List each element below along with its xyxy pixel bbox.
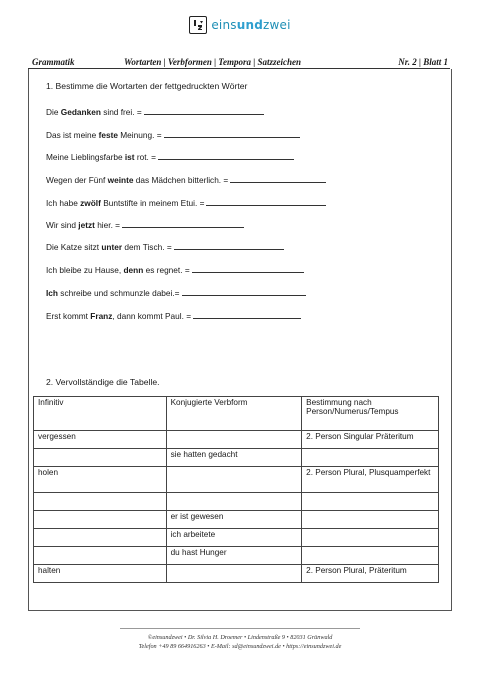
answer-blank[interactable] (193, 310, 301, 319)
exercise-line (46, 219, 244, 230)
exercise-text: das Mädchen bitterlich. = (133, 175, 229, 185)
sheet-number: Nr. 2 | Blatt 1 (398, 57, 448, 67)
target-word: unter (101, 242, 123, 252)
table-cell[interactable] (166, 565, 302, 583)
brand-suffix: zwei (263, 18, 291, 32)
table-cell[interactable] (166, 467, 302, 493)
target-word: feste (98, 130, 118, 140)
brand-logo (189, 16, 290, 34)
table-cell[interactable] (302, 511, 439, 529)
table-cell: vergessen (34, 431, 167, 449)
answer-blank[interactable] (192, 264, 304, 273)
table-cell: ich arbeitete (166, 529, 302, 547)
exercise-text: Ich bleibe zu Hause, (46, 265, 124, 275)
answer-blank[interactable] (206, 197, 326, 206)
target-word: Gedanken (60, 107, 101, 117)
exercise-text: Die (46, 107, 61, 117)
table-cell: holen (34, 467, 167, 493)
exercise-text: Meine Lieblingsfarbe (46, 152, 125, 162)
exercise-line (46, 106, 264, 117)
table-row (34, 547, 439, 565)
exercise-text: Wegen der Fünf (46, 175, 108, 185)
table-cell: sie hatten gedacht (166, 449, 302, 467)
table-cell[interactable] (302, 547, 439, 565)
table-row (34, 449, 439, 467)
exercise-text: Erst kommt (46, 311, 91, 321)
table-cell: 2. Person Singular Präteritum (302, 431, 439, 449)
target-word: Franz (90, 311, 113, 321)
target-word: denn (123, 265, 144, 275)
table-cell[interactable] (166, 493, 302, 511)
task2-title: 2. Vervollständige die Tabelle. (46, 377, 160, 387)
table-cell[interactable] (34, 547, 167, 565)
exercise-text: hier. = (94, 220, 121, 230)
topics-label: Wortarten | Verbformen | Tempora | Satzzeichen (124, 57, 301, 67)
table-header-row (34, 397, 439, 431)
exercise-line (46, 287, 306, 298)
answer-blank[interactable] (158, 151, 294, 160)
table-cell: du hast Hunger (166, 547, 302, 565)
table-row (34, 431, 439, 449)
exercise-text: Ich habe (46, 198, 81, 208)
answer-blank[interactable] (164, 129, 300, 138)
table-cell[interactable] (302, 529, 439, 547)
table-cell: 2. Person Plural, Plusquamperfekt (302, 467, 439, 493)
exercise-line (46, 174, 326, 185)
exercise-text: Das ist meine (46, 130, 99, 140)
column-header: Infinitiv (34, 397, 167, 431)
footer-divider (120, 628, 360, 629)
exercise-text: sind frei. = (100, 107, 142, 117)
column-header: Bestimmung nach Person/Numerus/Tempus (302, 397, 439, 431)
target-word: jetzt (78, 220, 95, 230)
table-row (34, 565, 439, 583)
answer-blank[interactable] (230, 174, 326, 183)
exercise-text: Meinung. = (117, 130, 162, 140)
table-cell: 2. Person Plural, Präteritum (302, 565, 439, 583)
answer-blank[interactable] (174, 241, 284, 250)
table-cell: halten (34, 565, 167, 583)
table-cell[interactable] (302, 449, 439, 467)
exercise-text: , dann kommt Paul. = (112, 311, 192, 321)
exercise-line (46, 129, 300, 140)
exercise-line (46, 310, 301, 321)
target-word: zwölf (80, 198, 101, 208)
exercise-line (46, 241, 284, 252)
table-row (34, 511, 439, 529)
brand-name (211, 18, 290, 32)
logo-icon (189, 16, 207, 34)
table-cell[interactable] (34, 529, 167, 547)
target-word: ist (124, 152, 135, 162)
table-cell: er ist gewesen (166, 511, 302, 529)
answer-blank[interactable] (182, 287, 306, 296)
exercise-line (46, 264, 304, 275)
table-cell[interactable] (302, 493, 439, 511)
answer-blank[interactable] (144, 106, 264, 115)
column-header: Konjugierte Verbform (166, 397, 302, 431)
exercise-text: Buntstifte in meinem Etui. = (100, 198, 205, 208)
brand-prefix: eins (211, 18, 237, 32)
exercise-text: es regnet. = (143, 265, 190, 275)
table-cell[interactable] (34, 511, 167, 529)
task1-title: 1. Bestimme die Wortarten der fettgedruckten Wörter (46, 81, 248, 91)
exercise-text: rot. = (134, 152, 157, 162)
table-cell[interactable] (34, 493, 167, 511)
brand-header (0, 16, 480, 39)
brand-mid: und (236, 18, 263, 32)
table-row (34, 529, 439, 547)
answer-blank[interactable] (122, 219, 244, 228)
conjugation-table (33, 396, 439, 583)
exercise-line (46, 197, 326, 208)
worksheet-header (28, 54, 450, 69)
exercise-text: Wir sind (46, 220, 79, 230)
table-row (34, 493, 439, 511)
footer-address: ©einsundzwei • Dr. Silvia H. Droemer • Lindenstraße 9 • 82031 Grünwald (147, 634, 333, 641)
footer-contact: Telefon +49 89 664916263 • E-Mail: sd@einsundzwei.de • https://einsundzwei.de (138, 643, 342, 650)
table-cell[interactable] (34, 449, 167, 467)
exercise-text: dem Tisch. = (122, 242, 172, 252)
exercise-text: Die Katze sitzt (46, 242, 102, 252)
target-word: Ich (46, 288, 58, 298)
target-word: weinte (107, 175, 134, 185)
table-cell[interactable] (166, 431, 302, 449)
exercise-line (46, 151, 294, 162)
table-row (34, 467, 439, 493)
subject-label: Grammatik (32, 57, 75, 67)
footer (0, 633, 480, 651)
exercise-text: schreibe und schmunzle dabei.= (58, 288, 180, 298)
